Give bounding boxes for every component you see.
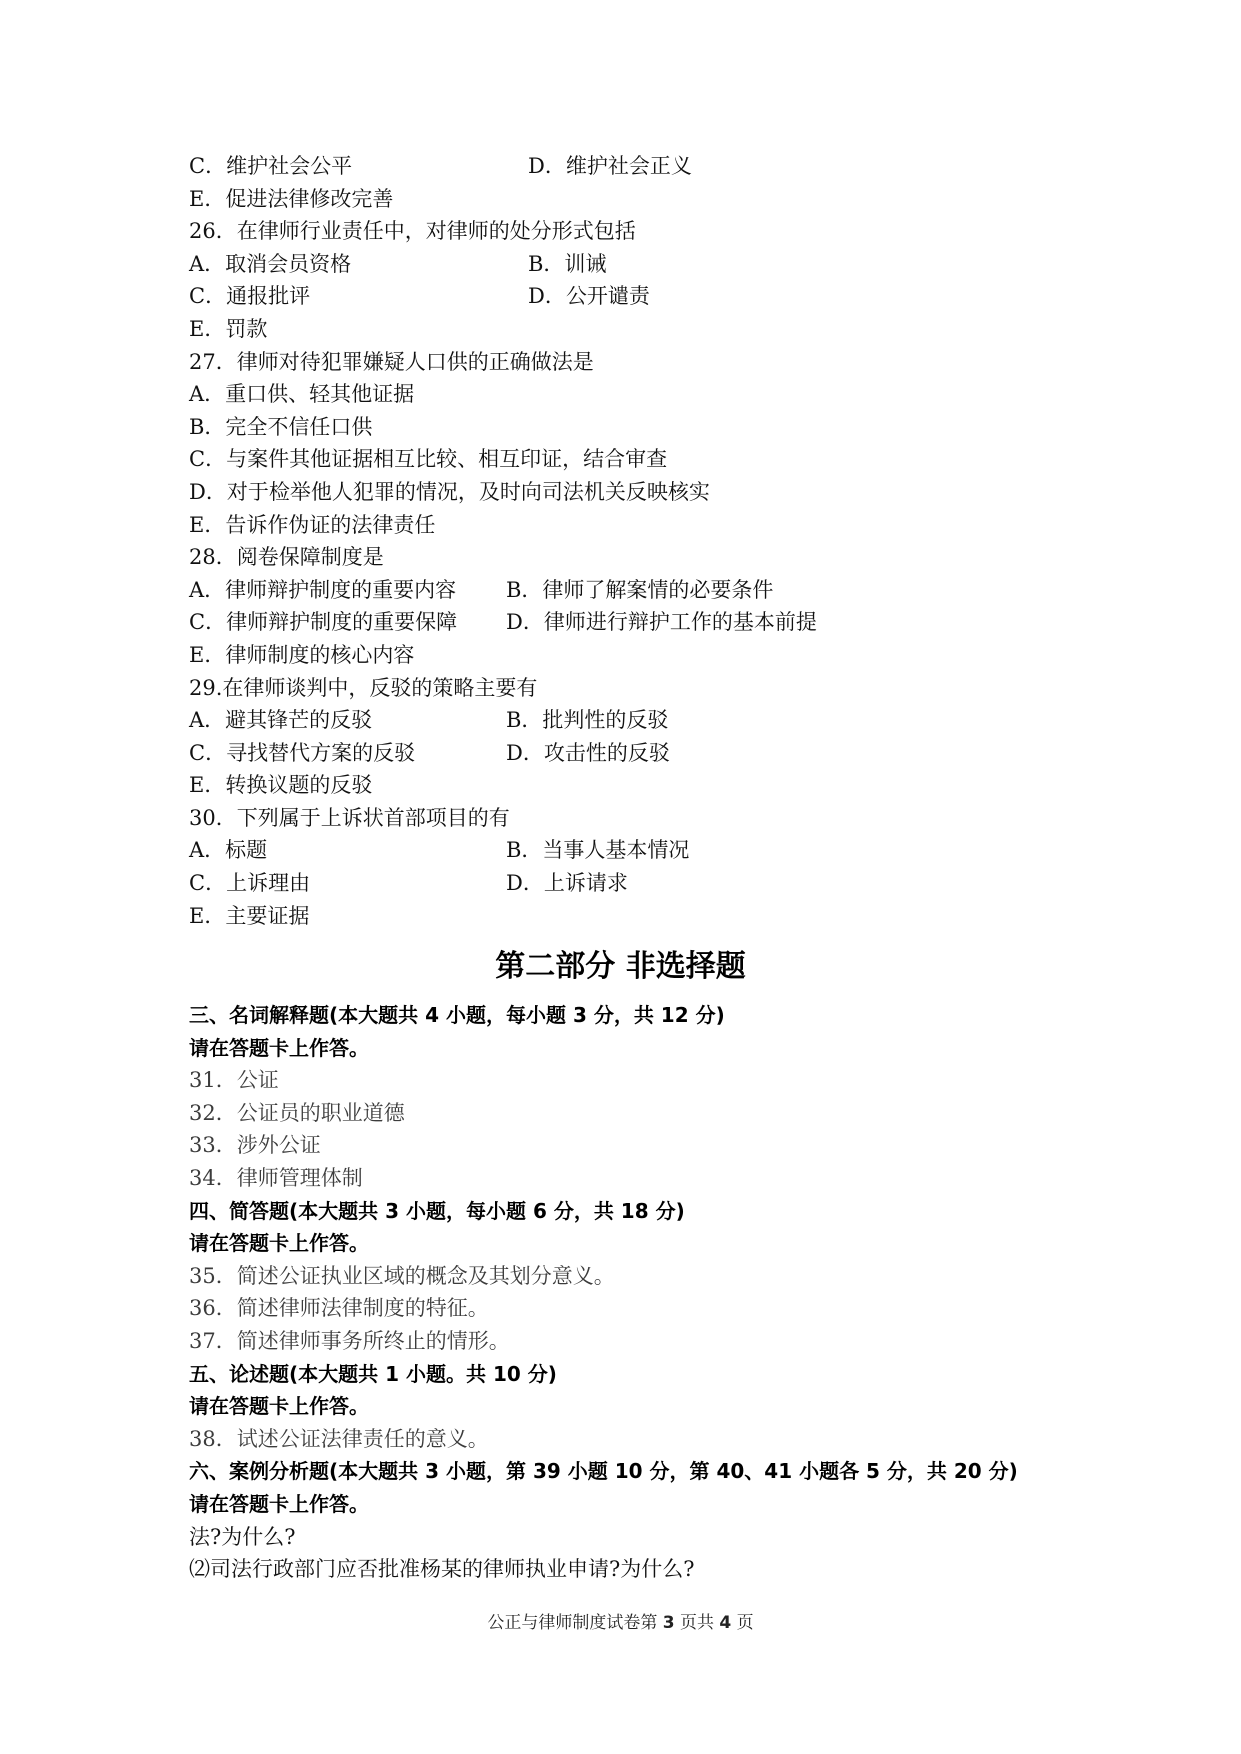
- footer-prefix: 公正与律师制度试卷第: [487, 1613, 658, 1633]
- question-item: 33．涉外公证: [189, 1133, 321, 1158]
- option: B．训诫: [528, 251, 607, 276]
- option: C．维护社会公平: [189, 154, 353, 178]
- section-heading: 六、案例分析题(本大题共 3 小题，第 39 小题 10 分，第 40、41 小题各 5 分，共 20 分): [189, 1459, 1018, 1484]
- question-item: 36．简述律师法律制度的特征。: [189, 1296, 489, 1321]
- option: C．与案件其他证据相互比较、相互印证，结合审查: [189, 447, 668, 472]
- option-row: [189, 248, 1189, 281]
- question-stem: 26．在律师行业责任中，对律师的处分形式包括: [189, 219, 636, 244]
- question-item: 35．简述公证执业区域的概念及其划分意义。: [189, 1263, 615, 1288]
- option: A．避其锋芒的反驳: [189, 708, 373, 733]
- option: D．对于检举他人犯罪的情况，及时向司法机关反映核实: [189, 479, 710, 504]
- option: A．取消会员资格: [189, 251, 352, 276]
- question-item: ⑵司法行政部门应否批准杨某的律师执业申请?为什么?: [189, 1557, 695, 1582]
- option: E．罚款: [189, 316, 268, 341]
- option: E．告诉作伪证的法律责任: [189, 512, 436, 537]
- option: A．律师辩护制度的重要内容: [189, 577, 457, 602]
- option: D．攻击性的反驳: [506, 740, 670, 765]
- option: E．转换议题的反驳: [189, 773, 373, 798]
- option: A．标题: [189, 838, 268, 863]
- option: D．公开谴责: [528, 284, 650, 309]
- part-title: 第二部分 非选择题: [495, 949, 746, 984]
- option: C．通报批评: [189, 284, 311, 309]
- option: B．律师了解案情的必要条件: [506, 577, 774, 602]
- option-row: [189, 834, 1189, 867]
- page-footer: [0, 1611, 1241, 1635]
- question-stem: 29.在律师谈判中，反驳的策略主要有: [189, 675, 538, 700]
- option: C．上诉理由: [189, 871, 311, 896]
- option: E．促进法律修改完善: [189, 186, 394, 211]
- section-instruction: 请在答题卡上作答。: [189, 1491, 369, 1516]
- question-item: 34．律师管理体制: [189, 1165, 363, 1190]
- question-stem: 28．阅卷保障制度是: [189, 545, 384, 570]
- section-heading: 三、名词解释题(本大题共 4 小题，每小题 3 分，共 12 分): [189, 1003, 725, 1027]
- question-item: 37．简述律师事务所终止的情形。: [189, 1328, 510, 1353]
- option-row: [189, 704, 1189, 737]
- option-row: [189, 606, 1189, 639]
- option: D．维护社会正义: [528, 154, 692, 178]
- footer-middle: 页共: [680, 1613, 714, 1633]
- question-item: 38．试述公证法律责任的意义。: [189, 1426, 489, 1451]
- option: E．主要证据: [189, 903, 310, 928]
- section-instruction: 请在答题卡上作答。: [189, 1231, 369, 1256]
- non-choice-block: [189, 999, 1189, 1586]
- question-stem: 27．律师对待犯罪嫌疑人口供的正确做法是: [189, 349, 594, 374]
- option-row: [189, 574, 1189, 607]
- option: D．上诉请求: [506, 871, 628, 896]
- question-stem: 30．下列属于上诉状首部项目的有: [189, 805, 510, 830]
- option: E．律师制度的核心内容: [189, 642, 415, 667]
- option: B．完全不信任口供: [189, 414, 373, 439]
- footer-total-pages: 4: [719, 1613, 732, 1633]
- option: B．当事人基本情况: [506, 838, 690, 863]
- section-instruction: 请在答题卡上作答。: [189, 1394, 369, 1419]
- section-heading: 四、简答题(本大题共 3 小题，每小题 6 分，共 18 分): [189, 1198, 685, 1223]
- section-instruction: 请在答题卡上作答。: [189, 1035, 369, 1060]
- multiple-choice-block: [189, 150, 1189, 932]
- option: C．寻找替代方案的反驳: [189, 740, 416, 765]
- question-item: 法?为什么?: [189, 1524, 296, 1549]
- option-row: [189, 737, 1189, 770]
- question-item: 31．公证: [189, 1068, 279, 1093]
- footer-suffix: 页: [736, 1613, 754, 1633]
- option: C．律师辩护制度的重要保障: [189, 610, 458, 635]
- option-row: [189, 150, 1189, 183]
- footer-page-number: 3: [662, 1613, 675, 1633]
- option: B．批判性的反驳: [506, 708, 669, 733]
- question-item: 32．公证员的职业道德: [189, 1100, 405, 1125]
- option: D．律师进行辩护工作的基本前提: [506, 610, 817, 635]
- section-heading: 五、论述题(本大题共 1 小题。共 10 分): [189, 1361, 557, 1386]
- option-row: [189, 867, 1189, 900]
- option: A．重口供、轻其他证据: [189, 382, 415, 407]
- option-row: [189, 280, 1189, 313]
